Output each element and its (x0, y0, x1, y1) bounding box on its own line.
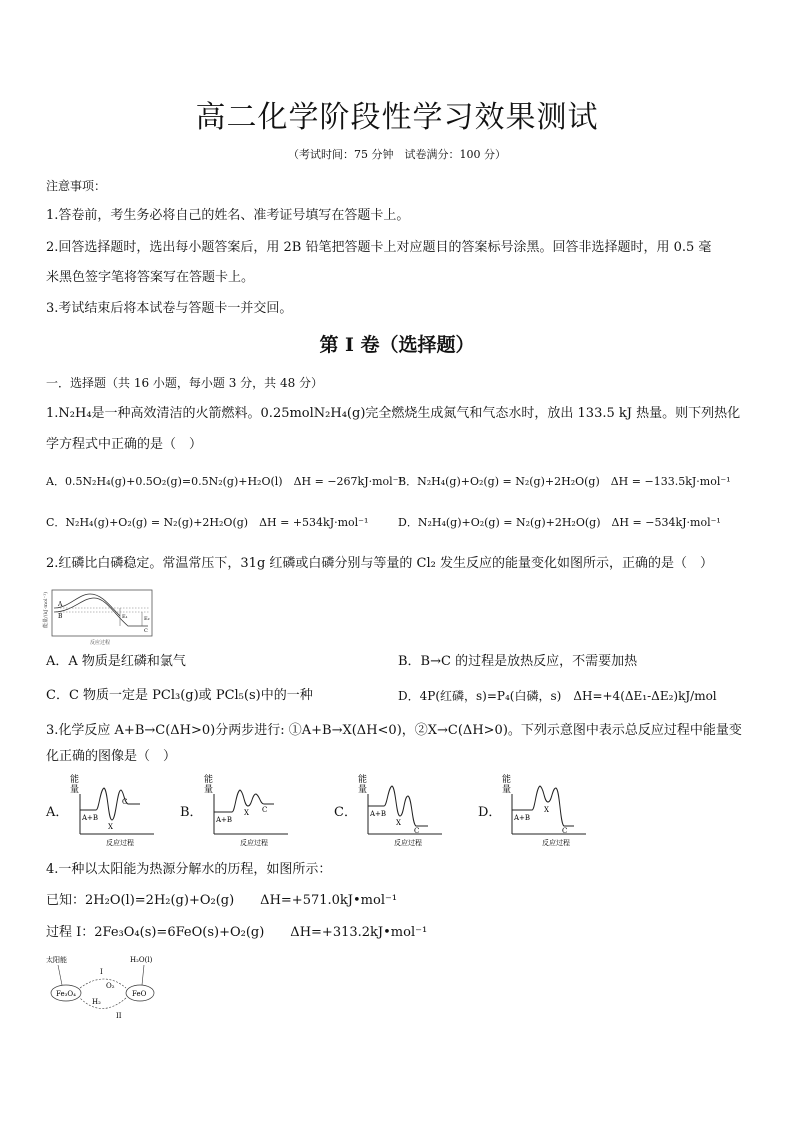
q2-x-axis-label: 反应过程 (90, 640, 111, 646)
q3c-label-c: C (414, 827, 420, 835)
q4-water-label: H₂O(l) (130, 956, 153, 964)
q4-stem: 4.一种以太阳能为热源分解水的历程，如图所示： (46, 862, 332, 877)
q2-stem: 2.红磷比白磷稳定。常温常压下，31g 红磷或白磷分别与等量的 Cl₂ 发生反应的能量变化如图所示，正确的是（ ） (46, 556, 713, 571)
q4-fe3o4-label: Fe₃O₄ (56, 990, 76, 998)
q3a-label-x: X (108, 823, 113, 831)
q3a-label-c: C (122, 798, 128, 806)
q3c-xlabel: 反应过程 (394, 839, 422, 847)
q4-step2-label: II (116, 1012, 122, 1020)
q2-option-d[interactable]: D．4P(红磷，s)=P₄(白磷，s) ΔH=+4(ΔE₁-ΔE₂)kJ/mol (398, 689, 717, 703)
q4-water-arrow (142, 965, 144, 985)
q2-option-b[interactable]: B．B→C 的过程是放热反应，不需要加热 (398, 654, 638, 669)
q2-curve-b (54, 598, 148, 626)
q3-diagram-d[interactable] (498, 770, 588, 850)
q3d-ylabel-top: 能 (502, 775, 512, 785)
q4-process-1: 过程 I：2Fe₃O₄(s)=6FeO(s)+O₂(g) ΔH=+313.2kJ•mol⁻¹ (46, 925, 428, 940)
q3-option-d-label[interactable]: D． (478, 805, 502, 820)
q3-stem-line1: 3.化学反应 A+B→C(ΔH>0)分两步进行: ①A+B→X(ΔH<0)，②X→C(ΔH>0)。下列示意图中表示总反应过程中能量变 (46, 723, 742, 738)
q1-stem-line2: 学方程式中正确的是（ ） (46, 437, 203, 452)
notice-item-1: 1.答卷前，考生务必将自己的姓名、准考证号填写在答题卡上。 (46, 208, 410, 223)
q4-sun-label: 太阳能 (46, 956, 67, 964)
q3d-label-ab: A+B (514, 814, 531, 822)
q4-known: 已知：2H₂O(l)=2H₂(g)+O₂(g) ΔH=+571.0kJ•mol⁻¹ (46, 893, 398, 908)
notice-heading: 注意事项： (46, 179, 107, 193)
q3-diagram-a[interactable] (66, 770, 156, 850)
q1-option-b[interactable]: B．N₂H₄(g)+O₂(g) = N₂(g)+2H₂O(g) ΔH = −133.5kJ·mol⁻¹ (398, 475, 731, 488)
notice-item-2-line1: 2.回答选择题时，选出每小题答案后，用 2B 铅笔把答题卡上对应题目的答案标号涂黑。回答非选择题时，用 0.5 毫 (46, 240, 712, 255)
q1-option-c[interactable]: C．N₂H₄(g)+O₂(g) = N₂(g)+2H₂O(g) ΔH = +534kJ·mol⁻¹ (46, 516, 369, 529)
q3d-ylabel-bottom: 量 (502, 785, 512, 795)
q2-energy-diagram (44, 588, 156, 646)
q2-option-a[interactable]: A．A 物质是红磷和氯气 (46, 654, 186, 669)
q3a-ylabel-top: 能 (70, 775, 80, 785)
q4-o2-label: O₂ (106, 982, 115, 990)
q3a-ylabel-bottom: 量 (70, 785, 80, 795)
q3b-label-ab: A+B (216, 816, 233, 824)
q4-feo-label: FeO (132, 990, 147, 998)
q3d-label-x: X (544, 806, 549, 814)
q3b-ylabel-top: 能 (204, 775, 214, 785)
q2-curve-a (54, 594, 120, 616)
q3c-ylabel-bottom: 量 (358, 785, 368, 795)
q2-diagram-frame (52, 590, 152, 636)
q3-option-a-label[interactable]: A． (46, 805, 69, 820)
notice-item-2-line2: 米黑色签字笔将答案写在答题卡上。 (46, 270, 255, 285)
q3b-label-x: X (244, 809, 249, 817)
q3-stem-line2: 化正确的图像是（ ） (46, 749, 177, 764)
q4-arrow-step2 (80, 998, 126, 1009)
q3c-label-x: X (396, 819, 401, 827)
section-heading: 一．选择题（共 16 小题，每小题 3 分，共 48 分） (46, 376, 324, 390)
q3b-xlabel: 反应过程 (240, 839, 268, 847)
q3-option-b-label[interactable]: B． (180, 805, 203, 820)
q3b-ylabel-bottom: 量 (204, 785, 214, 795)
q1-stem-line1: 1.N₂H₄是一种高效清洁的火箭燃料。0.25molN₂H₄(g)完全燃烧生成氮气和气态水时，放出 133.5 kJ 热量。则下列热化 (46, 406, 741, 421)
q3c-ylabel-top: 能 (358, 775, 368, 785)
q4-sun-arrow (58, 965, 62, 985)
q3c-label-ab: A+B (370, 810, 387, 818)
q3d-xlabel: 反应过程 (542, 839, 570, 847)
notice-item-3: 3.考试结束后将本试卷与答题卡一并交回。 (46, 301, 293, 316)
q2-label-b: B (58, 613, 63, 620)
q4-step1-label: I (100, 968, 103, 976)
q1-option-d[interactable]: D．N₂H₄(g)+O₂(g) = N₂(g)+2H₂O(g) ΔH = −534kJ·mol⁻¹ (398, 516, 721, 529)
q4-h2-label: H₂ (92, 998, 101, 1006)
q4-arrow-step1 (80, 979, 126, 988)
exam-title: 高二化学阶段性学习效果测试 (195, 100, 599, 135)
q3-diagram-c[interactable] (354, 770, 444, 850)
q2-option-c[interactable]: C．C 物质一定是 PCl₃(g)或 PCl₅(s)中的一种 (46, 688, 313, 703)
q3a-xlabel: 反应过程 (106, 839, 134, 847)
q3-option-c-label[interactable]: C． (334, 805, 357, 820)
q2-label-e2: E₂ (144, 616, 150, 622)
q2-y-axis-label: 能量/(kJ·mol⁻¹) (43, 591, 49, 628)
q3d-label-c: C (562, 827, 568, 835)
q3-diagram-b[interactable] (200, 770, 290, 850)
q3a-label-ab: A+B (82, 814, 99, 822)
exam-subtitle: （考试时间：75 分钟 试卷满分：100 分） (288, 148, 506, 161)
q1-option-a[interactable]: A．0.5N₂H₄(g)+0.5O₂(g)=0.5N₂(g)+H₂O(l) ΔH = −267kJ·mol⁻¹ (46, 475, 403, 488)
part-heading: 第 I 卷（选择题） (319, 334, 475, 356)
q3b-label-c: C (262, 806, 268, 814)
q2-label-e1: E₁ (122, 614, 128, 620)
q2-label-a: A (58, 601, 63, 608)
q2-label-c: C (144, 628, 148, 634)
q4-cycle-diagram (44, 952, 174, 1022)
